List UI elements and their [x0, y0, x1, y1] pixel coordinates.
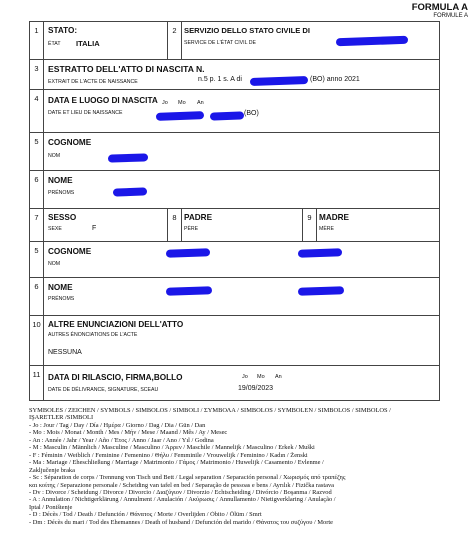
birth-date-place-label: DATA E LUOGO DI NASCITA	[48, 96, 158, 105]
legend-line: - A : Annulation / Nichtigerklärung / Annulment / Anulación / Ακύρωσις / Annullamento / Nietigverklaring / Anulação /	[29, 496, 336, 504]
given-name-label: NOME	[48, 176, 73, 185]
legend-line: - F : Féminin / Weiblich / Feminine / Femenino / Θήλυ / Femminile / Vrouwelijk / Feminino / Kadın / Ženski	[29, 451, 308, 459]
legend-line: Zaključenje braka	[29, 466, 75, 474]
field-number: 3	[30, 60, 44, 89]
row-parents-given-name	[30, 278, 439, 316]
row-sex-parents	[30, 209, 439, 242]
field-number: 11	[30, 366, 44, 400]
redaction-mark	[108, 153, 148, 162]
sex-value: F	[92, 225, 97, 232]
surname-sublabel: NOM	[48, 153, 61, 159]
row-state	[30, 22, 439, 60]
extract-sublabel: EXTRAIT DE L'ACTE DE NAISSANCE	[48, 79, 138, 85]
row-issue-date	[30, 366, 439, 400]
redaction-mark	[250, 76, 308, 86]
row-other-statements	[30, 316, 439, 366]
redaction-mark	[166, 286, 212, 296]
state-label: STATO:	[48, 26, 78, 35]
legend-line: - Dm : Décès du mari / Tod des Ehemannes / Death of husband / Defunción del marido / Θάνατος του συζύγου / Morte	[29, 518, 333, 526]
redaction-mark	[298, 248, 342, 258]
legend-line: SYMBOLES / ZEICHEN / SYMBOLS / SIMBOLOS / SIMBOLI / ΣΥΜΒΟΛΑ / SIMBOLOS / SYMBOLEN / SIMBOLOS / SIMBOLOS /	[29, 407, 391, 414]
legend-line: - Mo : Mois / Monat / Month / Mes / Μήν / Mese / Maand / Mês / Ay / Mesec	[29, 429, 228, 437]
field-number: 6	[30, 278, 44, 315]
legend-line: - An : Année / Jahr / Year / Año / Έτος / Anno / Jaar / Ano / Yıl / Godina	[29, 436, 214, 444]
field-number: 5	[30, 242, 44, 277]
act-reference-prefix: n.5 p. 1 s. A di	[198, 76, 242, 83]
act-reference-suffix: (BO) anno 2021	[310, 76, 360, 83]
birth-certificate-form	[29, 21, 440, 401]
day-abbrev: Jo	[162, 100, 168, 106]
father-label: PADRE	[184, 213, 213, 222]
symbols-legend	[29, 407, 440, 526]
mother-sublabel: MÈRE	[319, 226, 334, 232]
issue-date-value: 19/09/2023	[238, 385, 274, 392]
surname-label: COGNOME	[48, 247, 92, 256]
row-birth-date-place	[30, 90, 439, 133]
year-abbrev: An	[197, 100, 204, 106]
row-given-name	[30, 171, 439, 209]
row-extract	[30, 60, 439, 90]
legend-line: - Dv : Divorce / Scheidung / Divorce / Divorcio / Διαζύγιον / Divorzio / Echtscheiding / Divórcio / Boşanma / Razvod	[29, 488, 332, 496]
row-surname	[30, 133, 439, 171]
redaction-mark	[336, 36, 408, 47]
year-abbrev: An	[275, 374, 282, 380]
month-abbrev: Mo	[178, 100, 186, 106]
field-number: 9	[303, 209, 317, 241]
father-sublabel: PÈRE	[184, 226, 199, 232]
legend-line: IŞARETLER /SIMBOLI	[29, 414, 94, 422]
field-number: 4	[30, 90, 44, 132]
state-value: ITALIA	[76, 39, 100, 48]
mother-label: MADRE	[319, 213, 350, 222]
birth-place-province: (BO)	[244, 110, 259, 117]
legend-line: - M : Masculin / Männlich / Masculine / Masculino / Άρρεν / Maschile / Mannelijk / Masculino / Erkek / Muški	[29, 444, 315, 452]
surname-sublabel: NOM	[48, 261, 61, 267]
state-sublabel: ÉTAT	[48, 41, 61, 47]
legend-line: - Jo : Jour / Tag / Day / Día / Ημέρα / Giorno / Dag / Dia / Gün / Dan	[29, 421, 206, 429]
field-number: 5	[30, 133, 44, 170]
other-statements-value: NESSUNA	[48, 349, 82, 356]
legend-line: Iptal / Poništenje	[29, 503, 73, 511]
other-statements-sublabel: AUTRES ÉNONCIATIONS DE L'ACTE	[48, 332, 138, 338]
field-number: 8	[168, 209, 182, 241]
legend-line: - D : Décès / Tod / Death / Defunción / Θάνατος / Morte / Overlijden / Óbito / Ölüm / Smrt	[29, 511, 262, 519]
field-number: 1	[30, 22, 44, 59]
given-name-sublabel: PRÉNOMS	[48, 296, 75, 302]
given-name-sublabel: PRÉNOMS	[48, 190, 75, 196]
legend-line: - Sc : Séparation de corps / Trennung von Tisch und Bett / Legal separation / Separación personal / Χωρισμός από τραπέζης	[29, 474, 346, 482]
month-abbrev: Mo	[257, 374, 265, 380]
civil-service-label: SERVIZIO DELLO STATO CIVILE DI	[184, 26, 311, 35]
redaction-mark	[156, 111, 204, 121]
field-number: 2	[168, 22, 182, 59]
field-number: 6	[30, 171, 44, 208]
other-statements-label: ALTRE ENUNCIAZIONI DELL'ATTO	[48, 320, 184, 329]
form-subtitle: FORMULE A	[433, 13, 468, 19]
redaction-mark	[166, 248, 210, 258]
redaction-mark	[113, 187, 147, 196]
row-parents-surname	[30, 242, 439, 278]
day-abbrev: Jo	[242, 374, 248, 380]
sex-sublabel: SEXE	[48, 226, 62, 232]
field-number: 7	[30, 209, 44, 241]
extract-title: ESTRATTO DELL'ATTO DI NASCITA N.	[48, 64, 205, 74]
redaction-mark	[210, 111, 244, 120]
form-title: FORMULA A	[411, 2, 468, 13]
issue-date-sublabel: DATE DE DÉLIVRANCE, SIGNATURE, SCEAU	[48, 387, 159, 393]
given-name-label: NOME	[48, 283, 73, 292]
redaction-mark	[298, 286, 344, 296]
surname-label: COGNOME	[48, 138, 92, 147]
civil-service-sublabel: SERVICE DE L'ÉTAT CIVIL DE	[184, 40, 256, 46]
sex-label: SESSO	[48, 213, 77, 222]
legend-line: και κοίτης / Separazione personale / Scheiding van tafel en bed / Separação de pessoas e bens / Ayrılık / Fizička rastava	[29, 481, 334, 489]
birth-date-place-sublabel: DATE ET LIEU DE NAISSANCE	[48, 110, 123, 116]
legend-line: - Ma : Mariage / Eheschließung / Marriage / Matrimonio / Γάμος / Matrimonio / Huwelijk / Casamento / Evlenme /	[29, 459, 324, 467]
field-number: 10	[30, 316, 44, 365]
issue-date-label: DATA DI RILASCIO, FIRMA,BOLLO	[48, 373, 183, 382]
